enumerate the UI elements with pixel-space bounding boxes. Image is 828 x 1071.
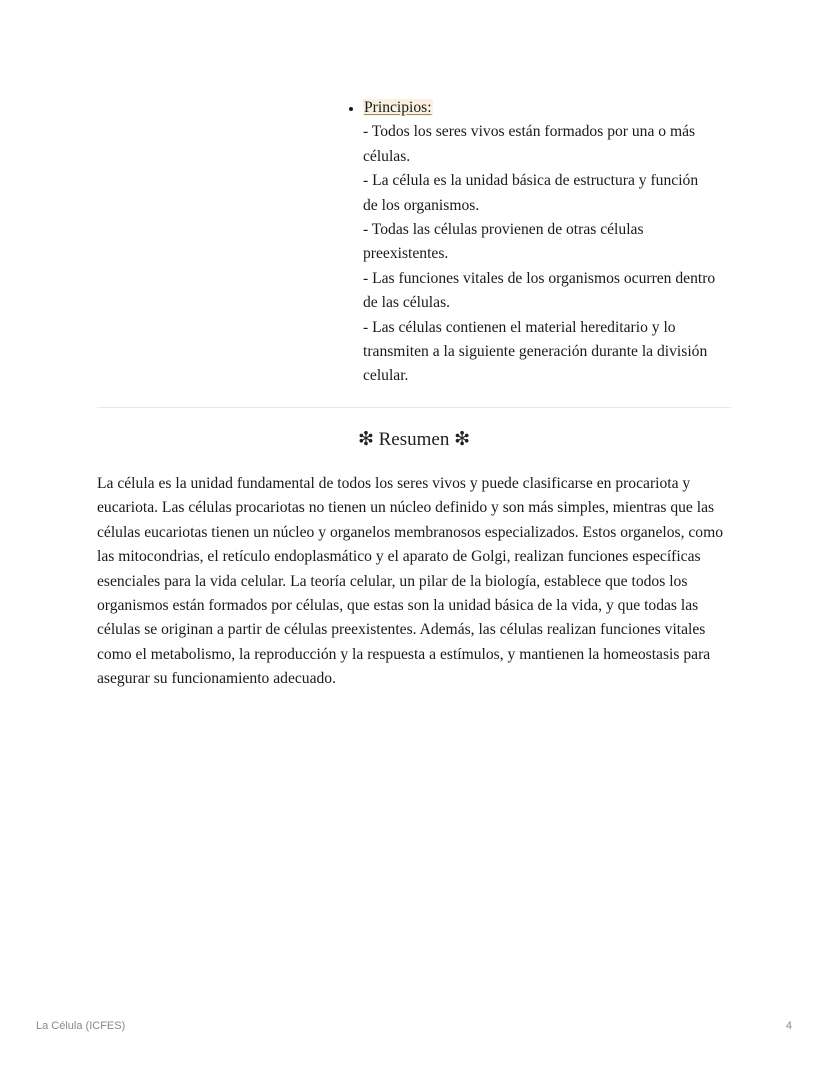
principles-list-item [363,96,740,389]
principle-line: - Las células contienen el material hereditario y lo [363,318,676,336]
principle-line: preexistentes. [363,245,449,263]
principle-line: celular. [363,367,409,385]
principle-line: - La célula es la unidad básica de estructura y función [363,172,699,190]
principle-line: transmiten a la siguiente generación durante la división [363,343,708,361]
section-divider [97,407,731,408]
principle-line: - Todos los seres vivos están formados por una o más [363,123,696,141]
principle-line: - Todas las células provienen de otras células [363,221,644,239]
footer-page-number: 4 [785,1020,792,1032]
summary-paragraph: La célula es la unidad fundamental de todos los seres vivos y puede clasificarse en procariota y eucariota. Las células procariotas no tienen un núcleo definido y son más simples, mientras que las células eucariotas tienen un núcleo y organelos membranosos especializados. Estos organelos, como las mitocondrias, el retículo endoplasmático y el aparato de Golgi, realizan funciones específicas esenciales para la vida celular. La teoría celular, un pilar de la biología, establece que todos los organismos están formados por células, que estas son la unidad básica de la vida, y que todas las células se originan a partir de células preexistentes. Además, las células realizan funciones vitales como el metabolismo, la reproducción y la respuesta a estímulos, y mantienen la homeostasis para asegurar su funcionamiento adecuado. [97,475,724,688]
principle-line: células. [363,147,411,165]
principles-list [340,96,740,389]
principles-heading-link[interactable]: Principios: [364,99,432,116]
principle-line: - Las funciones vitales de los organismos ocurren dentro [363,269,716,287]
footer-document-title: La Célula (ICFES) [36,1020,126,1032]
principle-line: de las células. [363,294,451,312]
principle-line: de los organismos. [363,196,480,214]
summary-heading: ❇ Resumen ❇ [357,429,471,450]
principles-section [340,96,740,389]
